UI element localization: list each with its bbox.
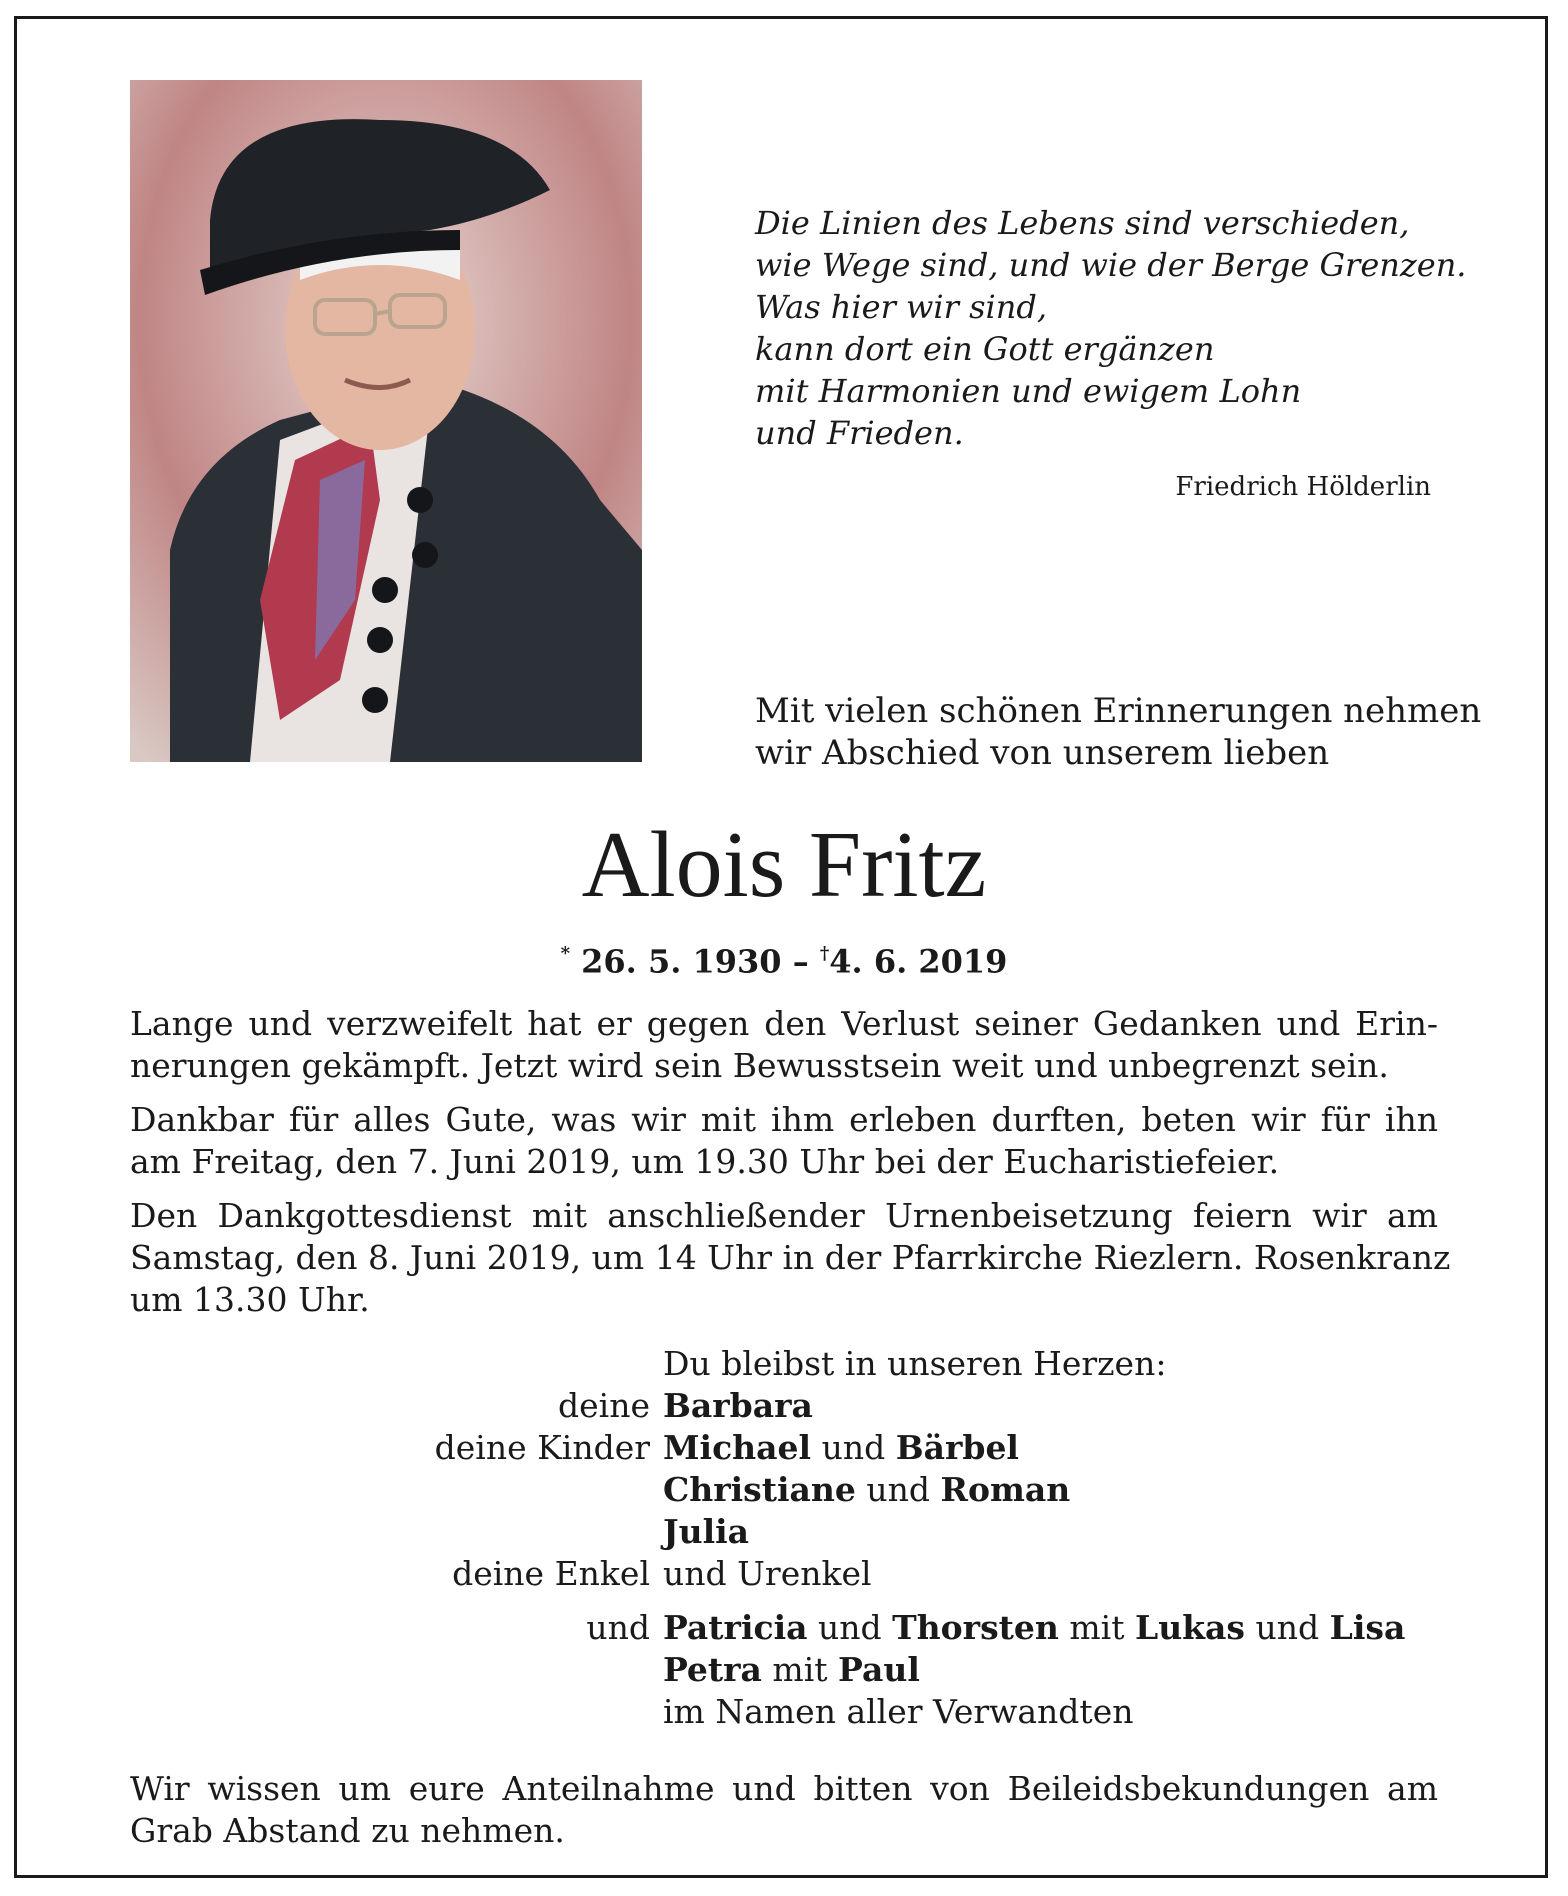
mourners-intro-row [0,1343,1568,1385]
body-line: nerungen gekämpft. Jetzt wird sein Bewusstsein weit und unbegrenzt sein. [130,1046,1389,1085]
mourner-names [663,1511,749,1553]
mourner-names [663,1691,1133,1733]
mourner-name: Barbara [663,1386,813,1425]
mourner-row [0,1511,1568,1553]
mourner-names [663,1649,920,1691]
mourner-connector: und [855,1470,941,1509]
deceased-name: Alois Fritz [581,813,987,917]
mourner-name: Christiane [663,1470,856,1509]
death-date: 4. 6. 2019 [829,942,1008,981]
mourner-relation: deine Kinder [434,1428,650,1467]
farewell-line: Mit vielen schönen Erinnerungen nehmen [755,691,1482,731]
mourner-name: Roman [940,1470,1071,1509]
closing-line: Grab Abstand zu nehmen. [130,1811,565,1850]
mourner-name: Lisa [1329,1608,1406,1647]
mourner-name: Petra [663,1650,762,1689]
mourner-names [663,1427,1019,1469]
poem-line: wie Wege sind, und wie der Berge Grenzen. [755,246,1467,284]
mourners-list [0,1343,1568,1733]
poem-line: Die Linien des Lebens sind verschieden, [755,204,1410,242]
mourner-name: Julia [663,1512,750,1551]
mourner-name: Lukas [1134,1608,1246,1647]
mourner-connector: und [1245,1608,1330,1647]
poem-quote [755,202,1467,454]
mourner-name: Patricia [663,1608,808,1647]
quote-author: Friedrich Hölderlin [1175,472,1431,502]
mourner-row [0,1385,1568,1427]
mourner-connector: im Namen aller Verwandten [663,1692,1134,1731]
mourners-intro: Du bleibst in unseren Herzen: [663,1344,1167,1383]
obituary-body [130,1003,1451,1333]
date-separator: – [781,942,820,981]
mourner-row [0,1469,1568,1511]
mourner-relation: und [586,1608,650,1647]
portrait-illustration [130,80,642,762]
paragraph-struggle [130,1003,1438,1087]
closing-line: Wir wissen um eure Anteilnahme und bitten von Beileidsbekundungen am [130,1769,1438,1808]
poem-line: mit Harmonien und ewigem Lohn [755,372,1302,410]
mourner-names [663,1385,813,1427]
poem-line: und Frieden. [755,414,964,452]
body-line: um 13.30 Uhr. [130,1280,370,1319]
farewell-line: wir Abschied von unserem lieben [755,733,1330,773]
mourner-names [663,1469,1070,1511]
birth-symbol: * [560,943,570,964]
mourner-name: Paul [838,1650,920,1689]
mourner-names [663,1553,872,1595]
mourner-row [0,1553,1568,1595]
mourner-names [663,1607,1405,1649]
farewell-text [755,690,1482,774]
mourner-name: Thorsten [892,1608,1059,1647]
body-line: Den Dankgottesdienst mit anschließender Urnenbeisetzung feiern wir am [130,1196,1438,1235]
mourner-name: Michael [663,1428,812,1467]
life-dates [0,935,1568,983]
body-line: Dankbar für alles Gute, was wir mit ihm erleben durften, beten wir für ihn [130,1100,1438,1139]
mourner-name: Bärbel [895,1428,1019,1467]
body-line: Samstag, den 8. Juni 2019, um 14 Uhr in der Pfarrkirche Riezlern. Rosenkranz [130,1238,1451,1277]
body-line: am Freitag, den 7. Juni 2019, um 19.30 Uhr bei der Eucharistiefeier. [130,1142,1280,1181]
paragraph-service [130,1195,1451,1321]
body-line: Lange und verzweifelt hat er gegen den Verlust seiner Gedanken und Erin- [130,1004,1438,1043]
mourner-connector: und [811,1428,896,1467]
mourner-row [0,1607,1568,1649]
portrait-photo [130,80,642,762]
mourner-connector: mit [1058,1608,1135,1647]
poem-line: Was hier wir sind, [755,288,1048,326]
mourner-connector: und [807,1608,893,1647]
mourner-relation: deine Enkel [452,1554,650,1593]
mourner-connector: mit [761,1650,839,1689]
closing-note [130,1768,1438,1852]
paragraph-prayer [130,1099,1438,1183]
mourner-row [0,1427,1568,1469]
mourner-relation: deine [558,1386,650,1425]
mourner-row [0,1649,1568,1691]
birth-date: 26. 5. 1930 [581,942,782,981]
death-symbol: † [819,943,830,964]
mourner-connector: und Urenkel [663,1554,872,1593]
poem-line: kann dort ein Gott ergänzen [755,330,1215,368]
mourner-row [0,1691,1568,1733]
